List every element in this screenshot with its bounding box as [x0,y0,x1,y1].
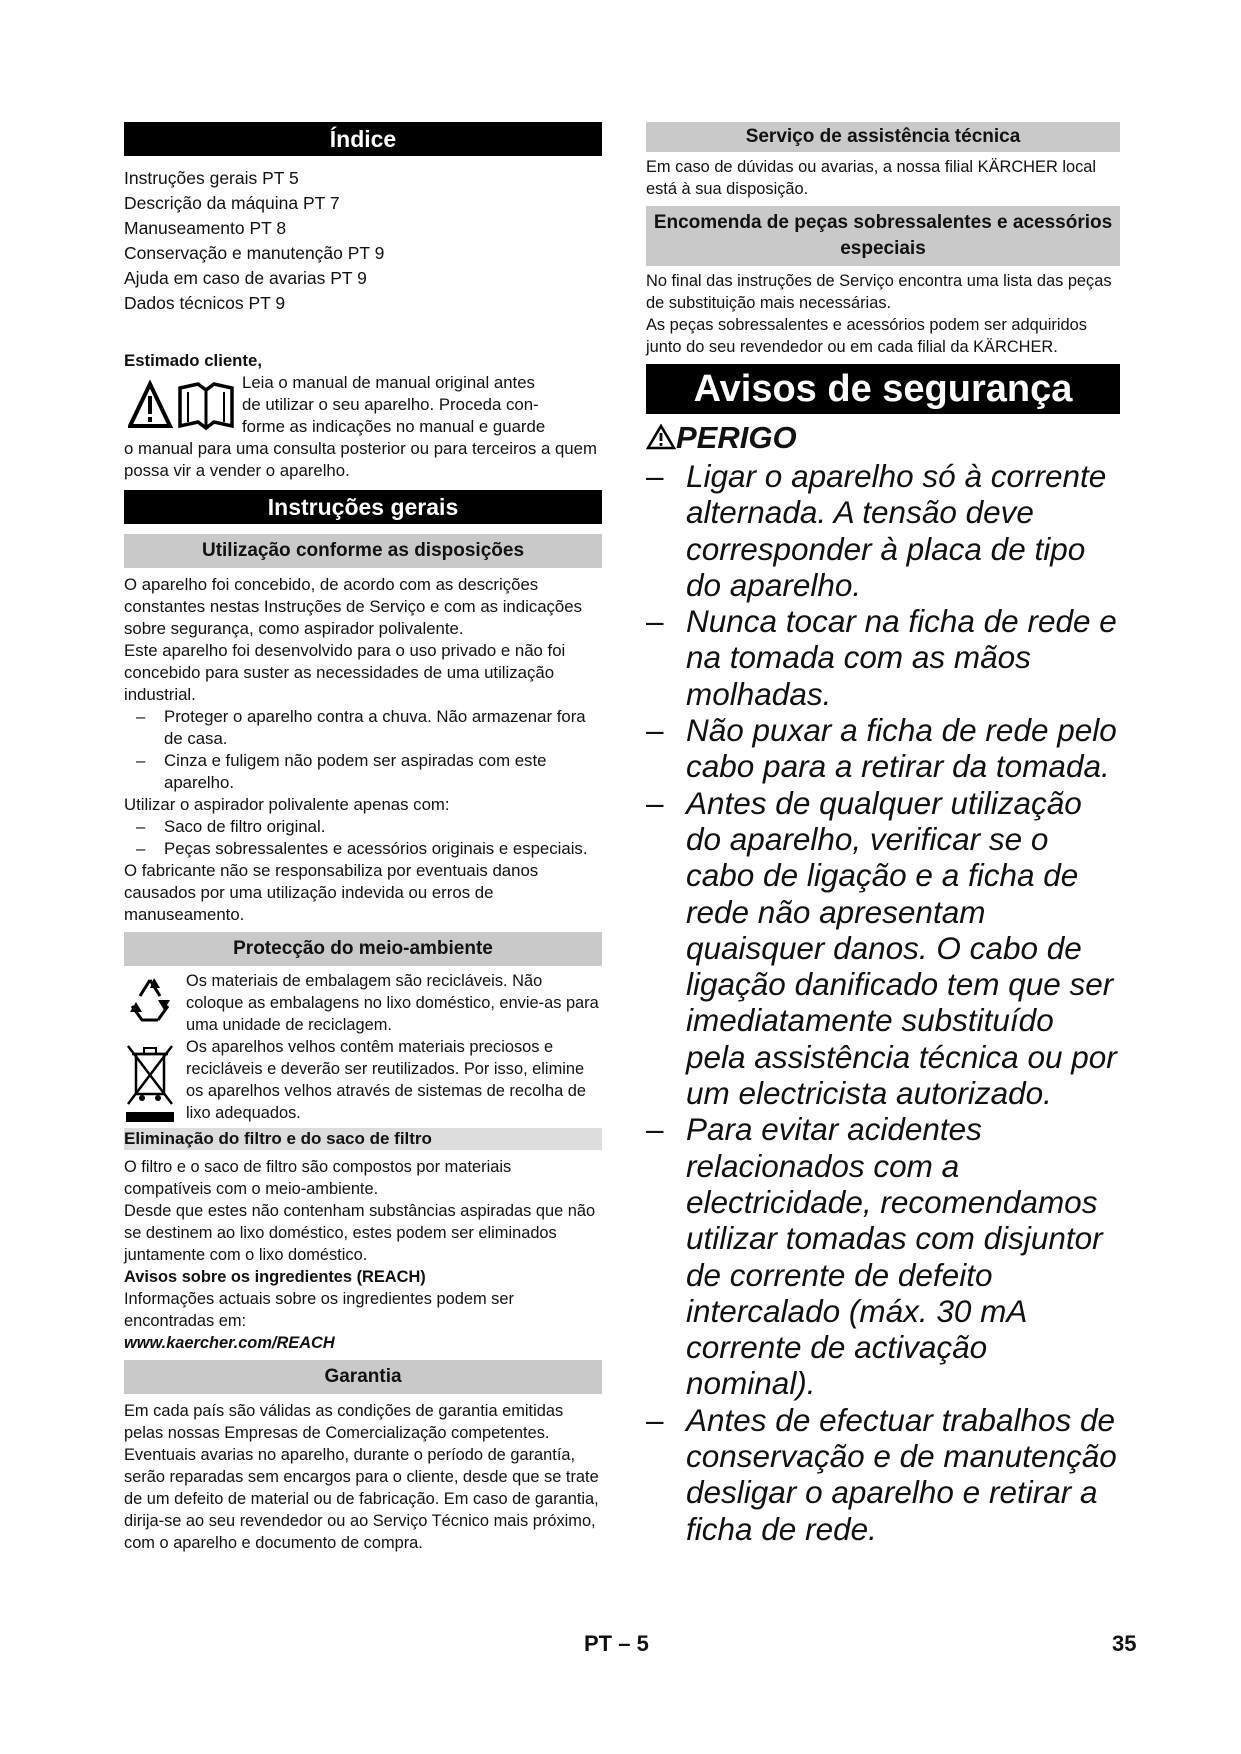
reach-link[interactable]: www.kaercher.com/REACH [124,1334,335,1352]
recycle-block [124,970,602,1036]
index-entry[interactable]: Conservação e manutenção PT 9 [124,243,385,263]
page-number: 35 [1112,1631,1137,1656]
safety-item: – Antes de efectuar trabalhos de conservação e de manutenção desligar o aparelho e retirar a ficha de rede. [646,1401,1117,1547]
index-heading: Índice [124,122,602,156]
index-entry[interactable]: Manuseamento PT 8 [124,218,287,238]
service-heading: Serviço de assistência técnica [646,122,1120,152]
warranty-heading: Garantia [124,1360,602,1394]
disposal-paragraph-2: Desde que estes não contenham substâncias aspiradas que não se destinem ao lixo doméstico, estes podem ser eliminados juntamente com o lixo doméstico. [124,1202,596,1264]
usage-paragraph-1: O aparelho foi concebido, de acordo com as descrições constantes nestas Instruções de Serviço e com as indicações sobre segurança, como aspirador polivalente. [124,575,582,638]
index-entry[interactable]: Descrição da máquina PT 7 [124,193,340,213]
greeting-line-1: Leia o manual de manual original antes [242,373,535,392]
right-column [646,122,1120,1547]
safety-item: – Não puxar a ficha de rede pelo cabo para a retirar da tomada. [646,712,1117,785]
safety-heading: Avisos de segurança [646,364,1120,414]
greeting-intro [124,372,602,438]
greeting-section [124,350,602,482]
disposal-section [124,1156,602,1354]
safety-item: – Antes de qualquer utilização do aparelho, verificar se o cabo de ligação e a ficha de rede não apresentam quaisquer danos. O cabo de ligação danificado tem que ser imediatamente substituído pela assistência técnica ou por um electricista autorizado. [646,784,1117,1112]
index-list [124,166,602,316]
crossed-bin-icon [124,1042,176,1126]
safety-item: – Ligar o aparelho só à corrente alternada. A tensão deve corresponder à placa de tipo do aparelho. [646,458,1107,603]
weee-block [124,1036,602,1124]
index-entry[interactable]: Instruções gerais PT 5 [124,168,299,188]
safety-item: – Para evitar acidentes relacionados com a electricidade, recomendamos utilizar tomadas com disjuntor de corrente de defeito intercalado (máx. 30 mA corrente de activação nominal). [646,1111,1103,1402]
environment-section [124,970,602,1124]
greeting-rest: o manual para uma consulta posterior ou para terceiros a quem possa vir a vender o aparelho. [124,439,597,480]
service-text: Em caso de dúvidas ou avarias, a nossa filial KÄRCHER local está à sua disposição. [646,158,1097,198]
usage-paragraph-3: Utilizar o aspirador polivalente apenas com: [124,795,450,814]
recycle-text: Os materiais de embalagem são recicláveis. Não coloque as embalagens no lixo doméstico, envie-as para uma unidade de reciclagem. [186,972,599,1034]
danger-label: PERIGO [646,418,1120,458]
general-heading: Instruções gerais [124,490,602,524]
safety-item: – Nunca tocar na ficha de rede e na tomada com as mãos molhadas. [646,603,1117,712]
warning-manual-icon [128,378,238,434]
usage-paragraph-4: O fabricante não se responsabiliza por eventuais danos causados por uma utilização indevida ou erros de manuseamento. [124,861,539,924]
usage-list-item: – Saco de filtro original. [136,817,326,836]
index-entry[interactable]: Ajuda em caso de avarias PT 9 [124,268,367,288]
parts-heading: Encomenda de peças sobressalentes e acessórios especiais [646,206,1120,266]
usage-list-item: – Proteger o aparelho contra a chuva. Não armazenar fora de casa. [136,707,586,748]
usage-section [124,574,602,926]
index-entry[interactable]: Dados técnicos PT 9 [124,293,286,313]
disposal-heading: Eliminação do filtro e do saco de filtro [124,1128,602,1150]
recycle-icon [124,974,176,1026]
usage-list-item: – Peças sobressalentes e acessórios originais e especiais. [136,839,588,858]
greeting-line-3: forme as indicações no manual e guarde [242,417,546,436]
weee-text: Os aparelhos velhos contêm materiais preciosos e recicláveis e deverão ser reutilizados. Por isso, elimine os aparelhos velhos através de sistemas de recolha de lixo adequados. [186,1038,586,1122]
reach-heading: Avisos sobre os ingredientes (REACH) [124,1268,426,1286]
usage-heading: Utilização conforme as disposições [124,534,602,568]
usage-paragraph-2: Este aparelho foi desenvolvido para o uso privado e não foi concebido para suster as necessidades de uma utilização industrial. [124,641,566,704]
environment-heading: Protecção do meio-ambiente [124,932,602,966]
parts-paragraph-1: No final das instruções de Serviço encontra uma lista das peças de substituição mais necessárias. [646,272,1112,312]
disposal-paragraph-1: O filtro e o saco de filtro são compostos por materiais compatíveis com o meio-ambiente. [124,1158,512,1198]
greeting-line-2: de utilizar o seu aparelho. Proceda con- [242,395,539,414]
parts-paragraph-2: As peças sobressalentes e acessórios podem ser adquiridos junto do seu revendedor ou em cada filial da KÄRCHER. [646,316,1087,356]
greeting-title: Estimado cliente, [124,351,263,370]
page-label: PT – 5 [584,1631,649,1656]
left-column [124,122,602,1554]
warning-triangle-icon [646,424,676,450]
warranty-text: Em cada país são válidas as condições de garantia emitidas pelas nossas Empresas de Comercialização competentes. Eventuais avarias no aparelho, durante o período de garantía, serão reparadas sem encargos para o cliente, desde que se trate de um defeito de material ou de fabricação. Em caso de garantia, dirija-se ao seu revendedor ou ao Serviço Técnico mais próximo, com o aparelho e documento de compra. [124,1402,599,1552]
parts-section [646,270,1120,358]
safety-list [646,458,1120,1547]
usage-list-item: – Cinza e fuligem não podem ser aspiradas com este aparelho. [136,751,547,792]
reach-text: Informações actuais sobre os ingredientes podem ser encontradas em: [124,1290,514,1330]
